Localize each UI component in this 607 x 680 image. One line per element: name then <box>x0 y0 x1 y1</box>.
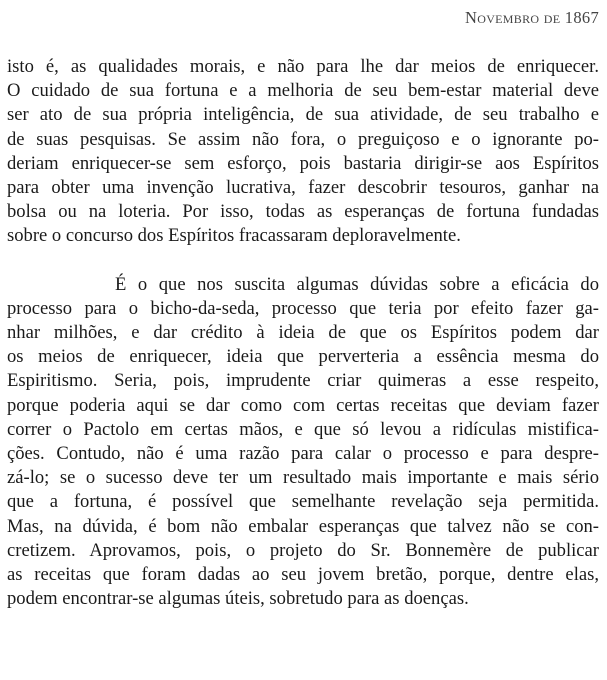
paragraph-1 <box>7 55 599 249</box>
text-line: ser ato de sua própria inteligência, de sua atividade, de seu trabalho e <box>7 104 599 126</box>
text-line: sobre o concurso dos Espíritos fracassaram deploravelmente. <box>7 225 461 247</box>
text-line: para obter uma invenção lucrativa, fazer descobrir tesouros, ganhar na <box>7 177 599 199</box>
text-line: podem encontrar-se algumas úteis, sobretudo para as doenças. <box>7 588 469 610</box>
text-line: correr o Pactolo em certas mãos, e que só levou a ridículas mistifica- <box>7 418 599 440</box>
text-line: processo para o bicho-da-seda, processo que teria por efeito fazer ga- <box>7 297 599 319</box>
text-line: isto é, as qualidades morais, e não para lhe dar meios de enriquecer. <box>7 56 599 77</box>
text-line: porque poderia aqui se dar como com certas receitas que deviam fazer <box>7 394 599 416</box>
text-line: de suas pesquisas. Se assim não fora, o preguiçoso e o ignorante po- <box>7 128 599 150</box>
paragraph-2 <box>7 273 599 612</box>
text-line: É o que nos suscita algumas dúvidas sobre a eficácia do <box>115 273 599 295</box>
text-line: ções. Contudo, não é uma razão para calar o processo e para despre- <box>7 443 599 465</box>
text-line: nhar milhões, e dar crédito à ideia de que os Espíritos podem dar <box>7 322 599 344</box>
text-line: bolsa ou na loteria. Por isso, todas as esperanças de fortuna fundadas <box>7 201 599 223</box>
text-line: que a fortuna, é possível que semelhante revelação seja permitida. <box>7 491 599 513</box>
text-line: deriam enriquecer-se sem esforço, pois bastaria dirigir-se aos Espíritos <box>7 152 599 174</box>
page-body <box>7 55 599 611</box>
text-line: O cuidado de sua fortuna e a melhoria de seu bem-estar material deve <box>7 80 599 102</box>
text-line: os meios de enriquecer, ideia que perverteria a essência mesma do <box>7 346 599 368</box>
text-line: Espiritismo. Seria, pois, imprudente criar quimeras a esse respeito, <box>7 370 599 392</box>
paragraph-spacer <box>7 249 599 273</box>
text-line: Mas, na dúvida, é bom não embalar esperanças que talvez não se con- <box>7 515 599 537</box>
text-line: cretizem. Aprovamos, pois, o projeto do Sr. Bonnemère de publicar <box>7 539 599 561</box>
running-header: Novembro de 1867 <box>465 8 599 27</box>
text-line: zá-lo; se o sucesso deve ter um resultado mais importante e mais sério <box>7 467 599 489</box>
text-line: as receitas que foram dadas ao seu jovem bretão, porque, dentre elas, <box>7 564 599 586</box>
